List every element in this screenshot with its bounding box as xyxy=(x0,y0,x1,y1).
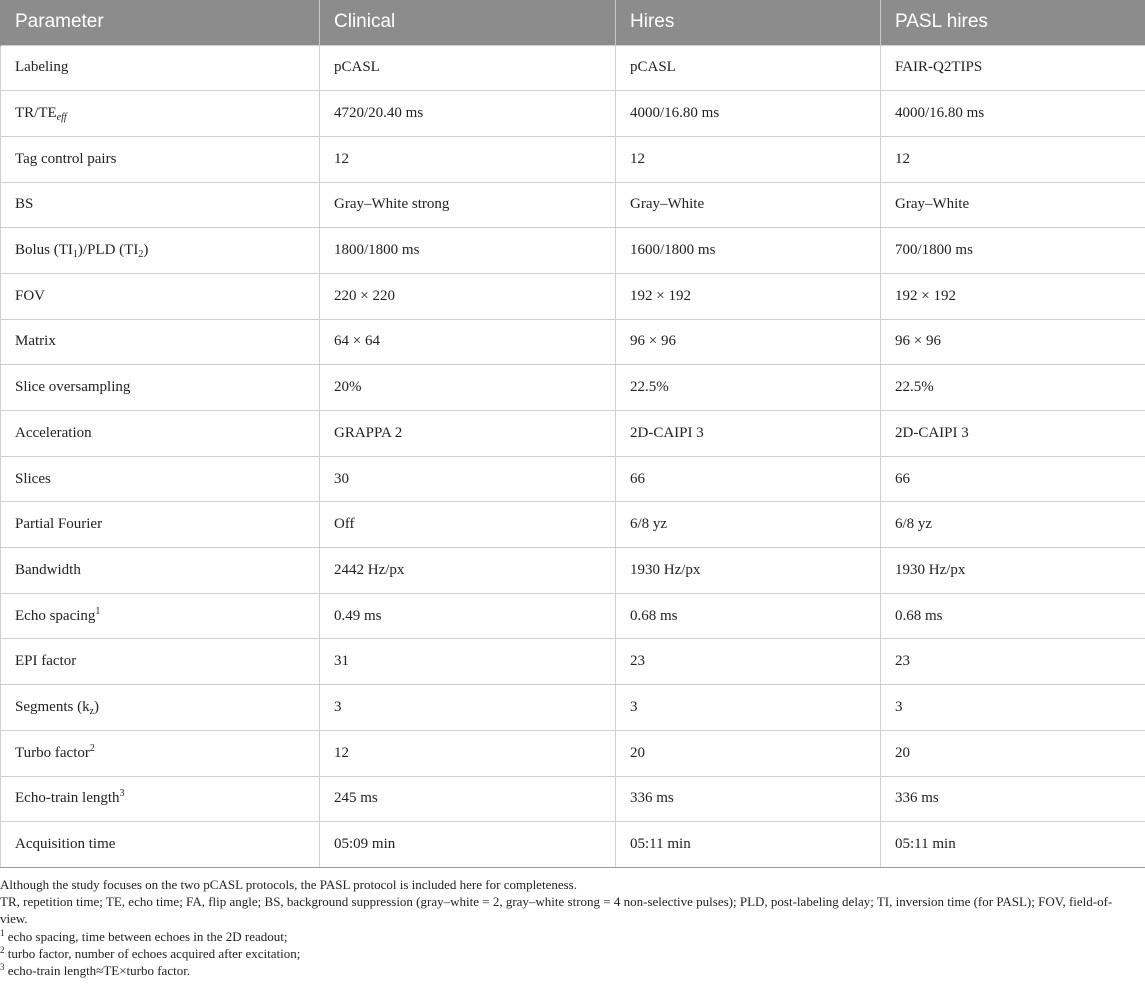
table-body xyxy=(1,45,1145,867)
param-cell: FOV xyxy=(1,273,320,319)
header-clinical: Clinical xyxy=(320,0,616,45)
table-row xyxy=(1,136,1145,182)
param-cell: Bolus $(TI_1)$/PLD $(TI_2)$ xyxy=(1,228,320,274)
hires-cell: 1930 Hz/px xyxy=(616,548,881,594)
pasl-cell: 0.68 ms xyxy=(881,593,1145,639)
table-row xyxy=(1,822,1145,868)
param-cell: Bandwidth xyxy=(1,548,320,594)
clinical-cell: GRAPPA 2 xyxy=(320,411,616,457)
header-row xyxy=(1,0,1145,45)
hires-cell: 96 × 96 xyxy=(616,319,881,365)
hires-cell: 20 xyxy=(616,730,881,776)
clinical-cell: 20% xyxy=(320,365,616,411)
clinical-cell: Gray–White strong xyxy=(320,182,616,228)
pasl-cell: 336 ms xyxy=(881,776,1145,822)
pasl-cell: 2D-CAIPI 3 xyxy=(881,411,1145,457)
pasl-cell: 20 xyxy=(881,730,1145,776)
hires-cell: 6/8 yz xyxy=(616,502,881,548)
param-cell: Tag control pairs xyxy=(1,136,320,182)
clinical-cell: 31 xyxy=(320,639,616,685)
param-cell: Echo-train length$^3$ xyxy=(1,776,320,822)
hires-cell: Gray–White xyxy=(616,182,881,228)
param-cell: Labeling xyxy=(1,45,320,91)
table-row xyxy=(1,45,1145,91)
hires-cell: 66 xyxy=(616,456,881,502)
param-cell: BS xyxy=(1,182,320,228)
hires-cell: 23 xyxy=(616,639,881,685)
param-cell: Matrix xyxy=(1,319,320,365)
footnote-2: $^2$ turbo factor, number of echoes acquired after excitation; xyxy=(0,944,301,961)
pasl-cell: Gray–White xyxy=(881,182,1145,228)
table-row xyxy=(1,685,1145,731)
pasl-cell: 12 xyxy=(881,136,1145,182)
param-cell: Segments $(k_z)$ xyxy=(1,685,320,731)
table-row xyxy=(1,593,1145,639)
hires-cell: 2D-CAIPI 3 xyxy=(616,411,881,457)
clinical-cell: 3 xyxy=(320,685,616,731)
table-row xyxy=(1,639,1145,685)
param-cell: Partial Fourier xyxy=(1,502,320,548)
pasl-cell: 3 xyxy=(881,685,1145,731)
table-row xyxy=(1,730,1145,776)
clinical-cell: 05:09 min xyxy=(320,822,616,868)
param-cell: Acceleration xyxy=(1,411,320,457)
table-row xyxy=(1,548,1145,594)
hires-cell: 192 × 192 xyxy=(616,273,881,319)
hires-cell: 336 ms xyxy=(616,776,881,822)
footnote-1: $^1$ echo spacing, time between echoes in the 2D readout; xyxy=(0,927,288,944)
header-hires: Hires xyxy=(616,0,881,45)
pasl-cell: 96 × 96 xyxy=(881,319,1145,365)
pasl-cell: FAIR-Q2TIPS xyxy=(881,45,1145,91)
clinical-cell: 245 ms xyxy=(320,776,616,822)
param-cell: Turbo factor$^2$ xyxy=(1,730,320,776)
header-pasl-hires: PASL hires xyxy=(881,0,1145,45)
clinical-cell: 4720/20.40 ms xyxy=(320,91,616,137)
table-row xyxy=(1,91,1145,137)
table-row xyxy=(1,456,1145,502)
table-row xyxy=(1,776,1145,822)
param-cell: Acquisition time xyxy=(1,822,320,868)
table-row xyxy=(1,319,1145,365)
hires-cell: 4000/16.80 ms xyxy=(616,91,881,137)
note-abbreviations: TR, repetition time; TE, echo time; FA, flip angle; BS, background suppression (gray–white = 2, gray–white strong = 4 non-selective pulses); PLD, post-labeling delay; TI, inversion time (for PASL); FOV, field-of-view. xyxy=(0,894,1113,927)
clinical-cell: 2442 Hz/px xyxy=(320,548,616,594)
clinical-cell: 12 xyxy=(320,730,616,776)
footnote-3: $^3$ echo-train length≈TE×turbo factor. xyxy=(0,962,191,979)
clinical-cell: 12 xyxy=(320,136,616,182)
clinical-cell: 0.49 ms xyxy=(320,593,616,639)
clinical-cell: Off xyxy=(320,502,616,548)
footnote-mark: 2 xyxy=(89,742,95,754)
table-row xyxy=(1,365,1145,411)
pasl-cell: 700/1800 ms xyxy=(881,228,1145,274)
hires-cell: pCASL xyxy=(616,45,881,91)
header-parameter: Parameter xyxy=(1,0,320,45)
pasl-cell: 6/8 yz xyxy=(881,502,1145,548)
clinical-cell: pCASL xyxy=(320,45,616,91)
table-footnotes xyxy=(0,876,1135,979)
hires-cell: 1600/1800 ms xyxy=(616,228,881,274)
clinical-cell: 1800/1800 ms xyxy=(320,228,616,274)
footnote-mark: 3 xyxy=(119,788,125,800)
clinical-cell: 64 × 64 xyxy=(320,319,616,365)
footnote-mark: 1 xyxy=(95,605,101,617)
param-cell: $TR/TE_{eff}$ xyxy=(1,91,320,137)
hires-cell: 12 xyxy=(616,136,881,182)
param-cell: Slice oversampling xyxy=(1,365,320,411)
table-row xyxy=(1,273,1145,319)
pasl-cell: 66 xyxy=(881,456,1145,502)
table-header xyxy=(1,0,1145,45)
table-row xyxy=(1,228,1145,274)
pasl-cell: 192 × 192 xyxy=(881,273,1145,319)
param-cell: EPI factor xyxy=(1,639,320,685)
clinical-cell: 220 × 220 xyxy=(320,273,616,319)
hires-cell: 22.5% xyxy=(616,365,881,411)
param-cell: Echo spacing$^1$ xyxy=(1,593,320,639)
pasl-cell: 1930 Hz/px xyxy=(881,548,1145,594)
hires-cell: 3 xyxy=(616,685,881,731)
hires-cell: 0.68 ms xyxy=(616,593,881,639)
clinical-cell: 30 xyxy=(320,456,616,502)
pasl-cell: 4000/16.80 ms xyxy=(881,91,1145,137)
table-row xyxy=(1,182,1145,228)
pasl-cell: 22.5% xyxy=(881,365,1145,411)
pasl-cell: 05:11 min xyxy=(881,822,1145,868)
hires-cell: 05:11 min xyxy=(616,822,881,868)
table-row xyxy=(1,502,1145,548)
pasl-cell: 23 xyxy=(881,639,1145,685)
table-row xyxy=(1,411,1145,457)
param-cell: Slices xyxy=(1,456,320,502)
note-completeness: Although the study focuses on the two pCASL protocols, the PASL protocol is included here for completeness. xyxy=(0,877,577,892)
